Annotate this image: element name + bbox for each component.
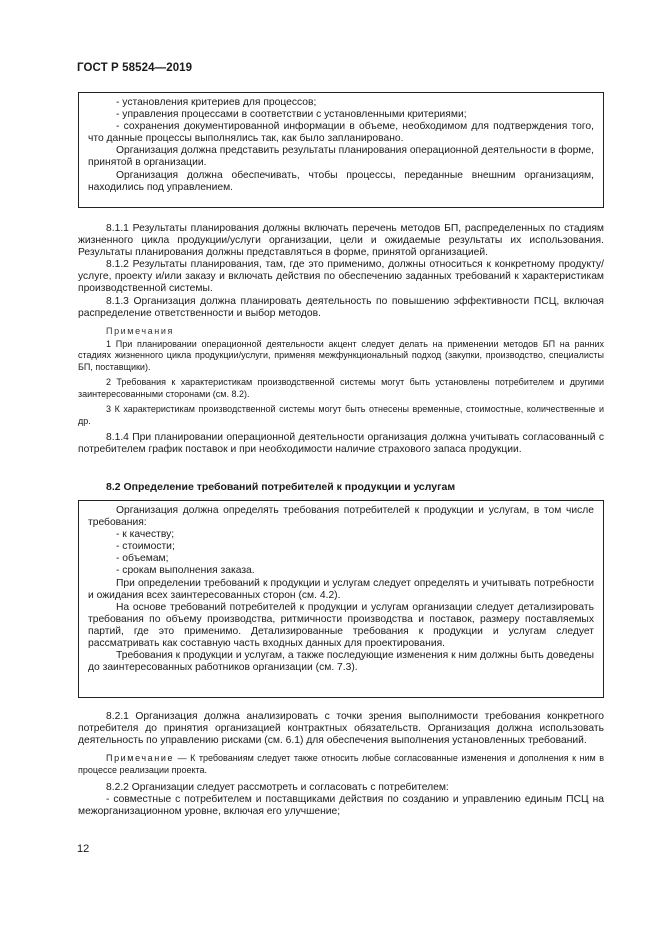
box1-paragraph: Организация должна представить результаты планирования операционной деятельности в форме, принятой в организации. [88, 145, 594, 169]
box1-bullet: - управления процессами в соответствии с установленными критериями; [116, 109, 467, 121]
section-8-1-body [78, 223, 604, 456]
document-header: ГОСТ Р 58524—2019 [77, 62, 193, 74]
clause-8-1-2: 8.1.2 Результаты планирования, там, где это применимо, должны относиться к конкретному продукту/услуге, проекту и/или заказу и включать действия по обеспечению заданных требований к характеристикам производственной системы. [78, 259, 604, 295]
clause-8-1-3: 8.1.3 Организация должна планировать деятельность по повышению эффективности ПСЦ, включая распределение ответственности и выбор методов. [78, 295, 604, 319]
section-8-2-heading: 8.2 Определение требований потребителей к продукции и услугам [106, 481, 456, 493]
clause-8-2-2: 8.2.2 Организации следует рассмотреть и согласовать с потребителем: [106, 782, 449, 794]
clause-8-1-1: 8.1.1 Результаты планирования должны включать перечень методов БП, распределенных по стадиям жизненного цикла продукции/услуги организации, цели и ожидаемые результаты их использования. Результаты планирования должны представляться в форме, принятой организацией. [78, 223, 604, 259]
box1-bullet: - установления критериев для процессов; [116, 97, 317, 108]
note-1: 1 При планировании операционной деятельности акцент следует делать на применении методов БП на ранних стадиях жизненного цикла продукции/услуги, применяя межфункциональный подход (закупки, производство, специалисты БП, поставщики). [78, 338, 604, 372]
box2-paragraph: Требования к продукции и услугам, а также последующие изменения к ним должны быть доведены до заинтересованных работников организации (см. 7.3). [88, 650, 594, 674]
box1-bullet: - сохранения документированной информации в объеме, необходимом для подтверждения того, что данные процессы выполнялись так, как было запланировано. [88, 121, 594, 145]
box1-paragraph: Организация должна обеспечивать, чтобы процессы, переданные внешним организациям, находились под управлением. [88, 169, 594, 193]
requirements-box-1 [78, 92, 604, 208]
box2-paragraph: На основе требований потребителей к продукции и услугам организации следует детализировать требования по объему производства, ритмичности производства и поставок, размеру поставляемых партий, где это применимо. Детализированные требования к продукции и услугам следует рассматривать как составную часть входных данных для проектирования. [88, 601, 594, 650]
note-2: 2 Требования к характеристикам производственной системы могут быть установлены потребителем и другими заинтересованными сторонами (см. 8.2). [78, 377, 604, 399]
note-8-2-1 [78, 753, 604, 776]
note-label: Примечание [106, 753, 175, 764]
box2-intro: Организация должна определять требования потребителей к продукции и услугам, в том числе требования: [88, 505, 594, 529]
box2-bullet: - стоимости; [116, 541, 175, 553]
box2-paragraph: При определении требований к продукции и услугам следует определять и учитывать потребности и ожидания всех заинтересованных сторон (см. 4.2). [88, 577, 594, 601]
clause-8-2-1: 8.2.1 Организация должна анализировать с точки зрения выполнимости требования конкретного потребителя до принятия организацией контрактных обязательств. Организация должна использовать деятельность по управлению рисками (см. 6.1) для обеспечения выполнения установленных требований. [78, 711, 604, 747]
requirements-box-2 [78, 500, 604, 698]
box2-bullet: - к качеству; [116, 529, 175, 541]
note-text: — К требованиям следует также относить любые согласованные изменения и дополнения к ним в процессе реализации проекта. [78, 753, 604, 775]
box2-bullet: - срокам выполнения заказа. [116, 565, 255, 577]
notes-heading: Примечания [106, 325, 174, 336]
box2-bullet: - объемам; [116, 553, 169, 565]
section-8-2-body [78, 711, 604, 819]
clause-8-2-2-bullet: - совместные с потребителем и поставщиками действия по созданию и управлению единым ПСЦ на межорганизационном уровне, включая его улучшение; [78, 794, 604, 818]
page-number: 12 [77, 843, 90, 855]
note-3: 3 К характеристикам производственной системы могут быть отнесены временные, стоимостные, количественные и др. [78, 404, 604, 426]
clause-8-1-4: 8.1.4 При планировании операционной деятельности организация должна учитывать согласованный с потребителем график поставок и при необходимости наличие страхового запаса продукции. [78, 432, 604, 456]
